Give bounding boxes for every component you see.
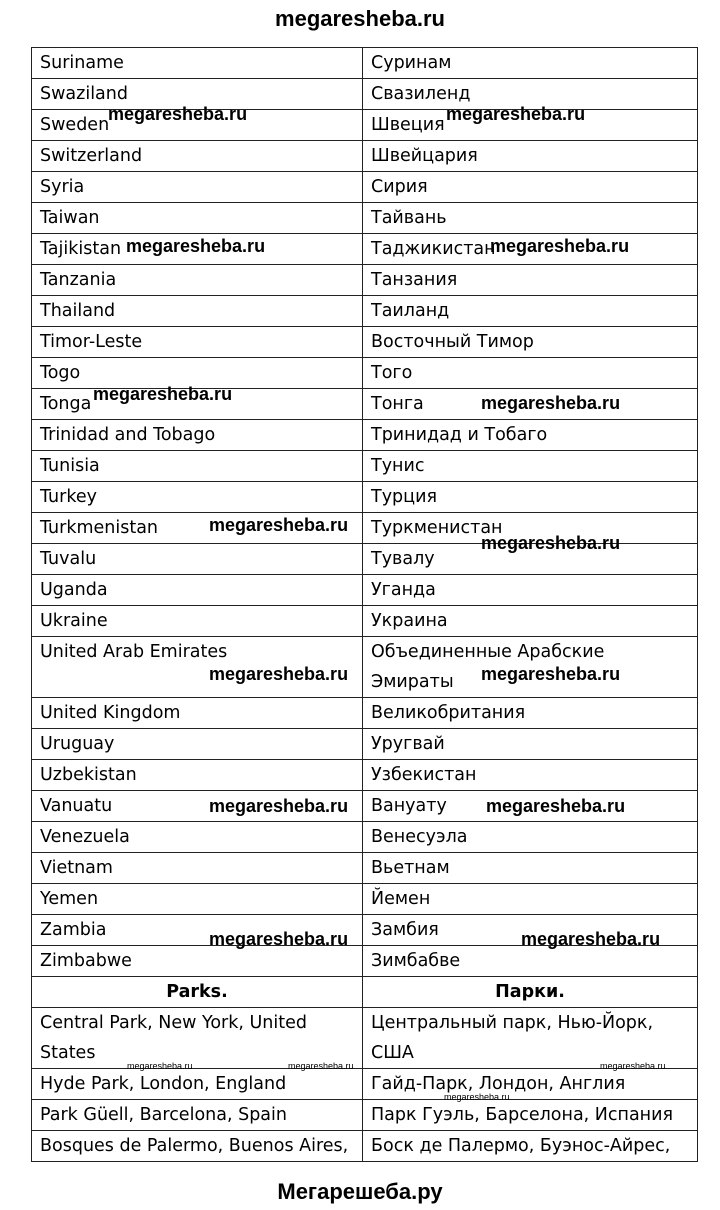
watermark: megaresheba.ru — [209, 664, 349, 684]
table-row — [32, 79, 698, 110]
country-en-cell: Hyde Park, London, England — [32, 1069, 363, 1100]
country-en-cell: Central Park, New York, United States — [32, 1008, 363, 1069]
table-row — [32, 977, 698, 1008]
watermark: megaresheba.ru — [209, 796, 349, 816]
country-ru-cell: Зимбабве — [363, 946, 698, 977]
table-row — [32, 575, 698, 606]
table-row — [32, 48, 698, 79]
country-en-cell: United Kingdom — [32, 698, 363, 729]
country-ru-cell: Восточный Тимор — [363, 327, 698, 358]
country-en-cell: Zambia — [32, 915, 363, 946]
country-en-cell: Vietnam — [32, 853, 363, 884]
country-ru-cell: Турция — [363, 482, 698, 513]
country-ru-cell: Танзания — [363, 265, 698, 296]
country-ru-cell: Того — [363, 358, 698, 389]
table-row — [32, 698, 698, 729]
table-row — [32, 1100, 698, 1131]
country-ru-cell: Вьетнам — [363, 853, 698, 884]
table-row — [32, 760, 698, 791]
country-ru-cell: Тайвань — [363, 203, 698, 234]
watermark: megaresheba.ru — [490, 236, 630, 256]
watermark: megaresheba.ru — [93, 384, 233, 404]
table-row — [32, 141, 698, 172]
watermark: megaresheba.ru — [600, 1061, 666, 1071]
country-en-cell: Timor-Leste — [32, 327, 363, 358]
watermark: megaresheba.ru — [521, 929, 661, 949]
watermark: megaresheba.ru — [446, 104, 586, 124]
country-ru-cell: Сирия — [363, 172, 698, 203]
watermark: megaresheba.ru — [486, 796, 626, 816]
country-ru-cell: Парк Гуэль, Барселона, Испания — [363, 1100, 698, 1131]
table-row — [32, 1008, 698, 1069]
table-row — [32, 853, 698, 884]
country-en-cell: Uganda — [32, 575, 363, 606]
country-translation-table — [31, 47, 698, 1162]
country-ru-cell: Центральный парк, Нью-Йорк, США — [363, 1008, 698, 1069]
country-ru-cell: Венесуэла — [363, 822, 698, 853]
watermark: megaresheba.ru — [481, 393, 621, 413]
country-en-cell: Sweden — [32, 110, 363, 141]
table-row — [32, 729, 698, 760]
country-en-cell: Taiwan — [32, 203, 363, 234]
country-ru-cell: Швейцария — [363, 141, 698, 172]
country-en-cell: Uzbekistan — [32, 760, 363, 791]
watermark: megaresheba.ru — [209, 515, 349, 535]
table-row — [32, 265, 698, 296]
watermark: megaresheba.ru — [126, 236, 266, 256]
country-en-cell: Bosques de Palermo, Buenos Aires, — [32, 1131, 363, 1162]
country-ru-cell: Боск де Палермо, Буэнос-Айрес, — [363, 1131, 698, 1162]
country-ru-cell: Узбекистан — [363, 760, 698, 791]
country-en-cell: Swaziland — [32, 79, 363, 110]
country-ru-cell: Тувалу — [363, 544, 698, 575]
country-ru-cell: Замбия — [363, 915, 698, 946]
country-en-cell: Yemen — [32, 884, 363, 915]
country-en-cell: Zimbabwe — [32, 946, 363, 977]
watermark: megaresheba.ru — [209, 929, 349, 949]
site-footer: Мегарешеба.ру — [277, 1179, 443, 1204]
country-ru-cell: Украина — [363, 606, 698, 637]
watermark: megaresheba.ru — [481, 664, 621, 684]
country-en-cell: Syria — [32, 172, 363, 203]
country-en-cell: Suriname — [32, 48, 363, 79]
table-row — [32, 884, 698, 915]
country-en-cell: Parks. — [32, 977, 363, 1008]
country-ru-cell: Суринам — [363, 48, 698, 79]
table-row — [32, 1131, 698, 1162]
country-en-cell: Switzerland — [32, 141, 363, 172]
country-ru-cell: Свазиленд — [363, 79, 698, 110]
table-row — [32, 791, 698, 822]
country-ru-cell: Гайд-Парк, Лондон, Англия — [363, 1069, 698, 1100]
country-en-cell: Turkmenistan — [32, 513, 363, 544]
country-ru-cell: Великобритания — [363, 698, 698, 729]
table-row — [32, 203, 698, 234]
country-ru-cell: Объединенные Арабские Эмираты — [363, 637, 698, 698]
table-body — [32, 48, 698, 1162]
table-row — [32, 482, 698, 513]
country-en-cell: Venezuela — [32, 822, 363, 853]
country-en-cell: Park Güell, Barcelona, Spain — [32, 1100, 363, 1131]
country-ru-cell: Тринидад и Тобаго — [363, 420, 698, 451]
table-row — [32, 420, 698, 451]
country-en-cell: Ukraine — [32, 606, 363, 637]
table-row — [32, 234, 698, 265]
table-row — [32, 637, 698, 698]
country-en-cell: United Arab Emirates — [32, 637, 363, 698]
table-row — [32, 296, 698, 327]
country-ru-cell: Тунис — [363, 451, 698, 482]
country-ru-cell: Таджикистан — [363, 234, 698, 265]
country-en-cell: Vanuatu — [32, 791, 363, 822]
country-ru-cell: Туркменистан — [363, 513, 698, 544]
table-row — [32, 915, 698, 946]
country-ru-cell: Парки. — [363, 977, 698, 1008]
country-en-cell: Tonga — [32, 389, 363, 420]
watermark: megaresheba.ru — [108, 104, 248, 124]
country-ru-cell: Тонга — [363, 389, 698, 420]
country-en-cell: Togo — [32, 358, 363, 389]
country-ru-cell: Швеция — [363, 110, 698, 141]
table-row — [32, 389, 698, 420]
watermark: megaresheba.ru — [288, 1061, 354, 1071]
country-en-cell: Tuvalu — [32, 544, 363, 575]
table-row — [32, 451, 698, 482]
table-row — [32, 544, 698, 575]
country-en-cell: Tanzania — [32, 265, 363, 296]
table-row — [32, 513, 698, 544]
watermark: megaresheba.ru — [481, 533, 621, 553]
table-row — [32, 822, 698, 853]
country-ru-cell: Йемен — [363, 884, 698, 915]
table-row — [32, 1069, 698, 1100]
country-en-cell: Turkey — [32, 482, 363, 513]
site-header: megaresheba.ru — [275, 6, 445, 31]
country-en-cell: Uruguay — [32, 729, 363, 760]
watermark: megaresheba.ru — [444, 1092, 510, 1102]
table-row — [32, 172, 698, 203]
table-row — [32, 110, 698, 141]
table-row — [32, 327, 698, 358]
country-en-cell: Trinidad and Tobago — [32, 420, 363, 451]
table-row — [32, 946, 698, 977]
country-en-cell: Thailand — [32, 296, 363, 327]
table-row — [32, 606, 698, 637]
country-ru-cell: Уганда — [363, 575, 698, 606]
table-row — [32, 358, 698, 389]
country-ru-cell: Вануату — [363, 791, 698, 822]
country-en-cell: Tajikistan — [32, 234, 363, 265]
country-ru-cell: Таиланд — [363, 296, 698, 327]
country-en-cell: Tunisia — [32, 451, 363, 482]
country-ru-cell: Уругвай — [363, 729, 698, 760]
watermark: megaresheba.ru — [127, 1061, 193, 1071]
